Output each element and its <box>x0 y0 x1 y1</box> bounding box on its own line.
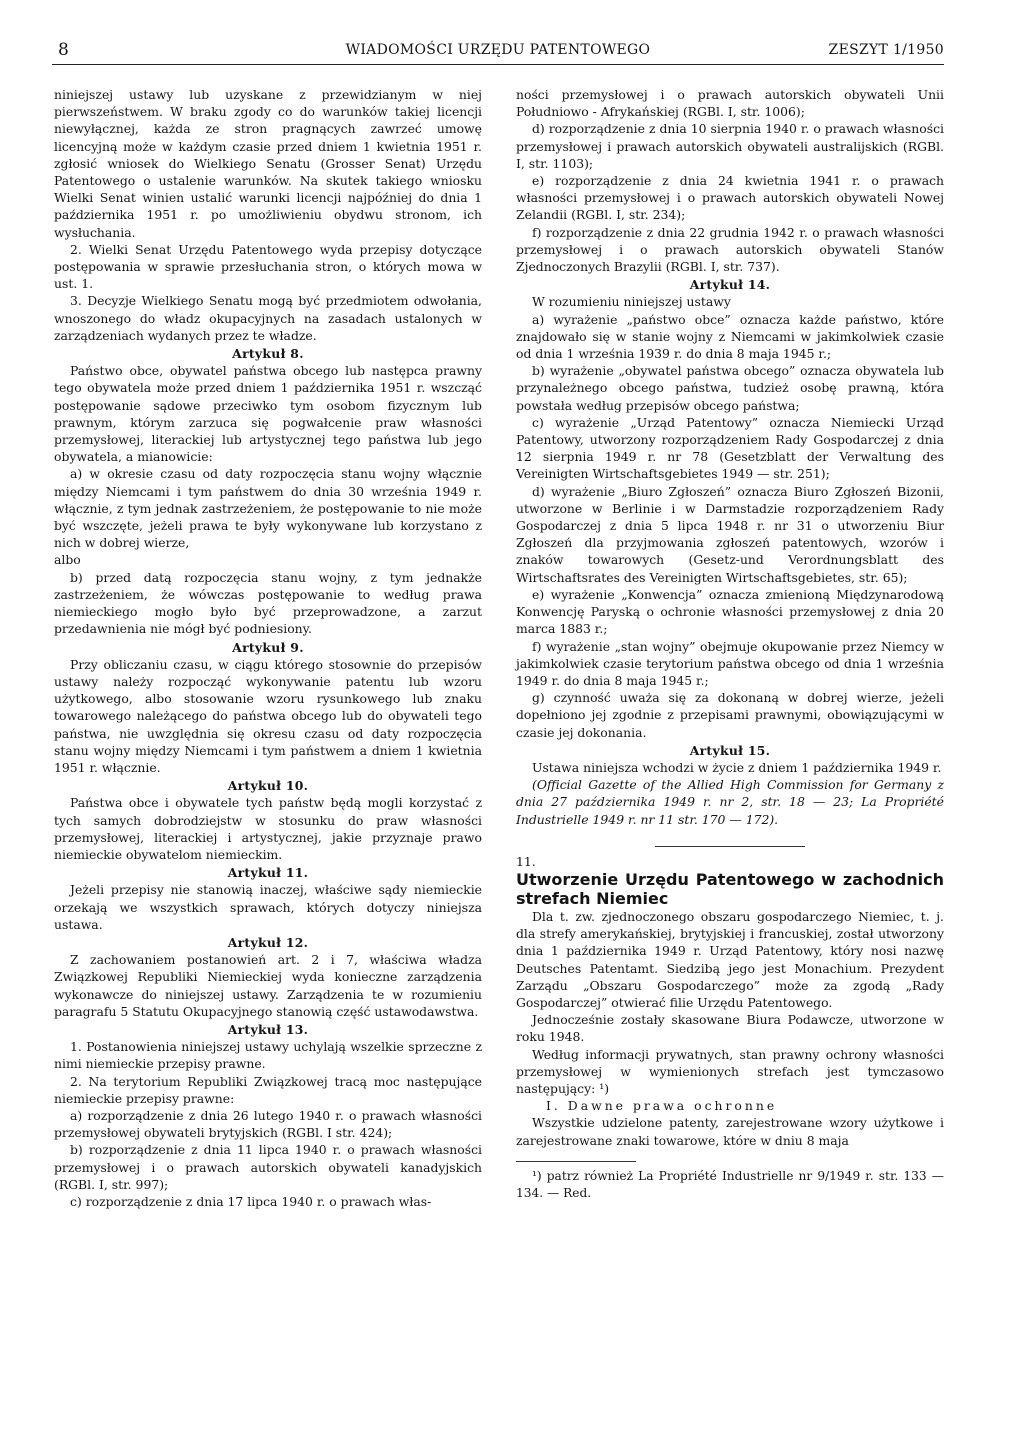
running-header <box>52 38 944 65</box>
paragraph: Państwa obce i obywatele tych państw będą mogli korzystać z tych samych dobrodziejstw w stosunku do praw własności przemysłowej, literackiej i artystycznej, jakie przyznaje prawo niemieckie obywatelom niemieckim. <box>54 795 482 862</box>
paragraph: 1. Postanowienia niniejszej ustawy uchylają wszelkie sprzeczne z nimi niemieckie przepisy prawne. <box>54 1039 482 1072</box>
paragraph: Dla t. zw. zjednoczonego obszaru gospodarczego Niemiec, t. j. dla strefy amerykańskiej, brytyjskiej i francuskiej, został utworzony dnia 1 października 1949 r. Urząd Patentowy, który nosi nazwę Deutsches Patentamt. Siedzibą jego jest Monachium. Prezydent Zarządu „Obszaru Gospodarczego” może za zgodą „Rady Gospodarczej” otwierać filie Urzędu Patentowego. <box>516 908 944 1010</box>
section-divider <box>655 846 805 847</box>
paragraph: e) rozporządzenie z dnia 24 kwietnia 1941 r. o prawach własności przemysłowej i o prawach autorskich obywateli Nowej Zelandii (RGBl. I, str. 234); <box>516 173 944 223</box>
paragraph: Państwo obce, obywatel państwa obcego lub następca prawny tego obywatela może przed dniem 1 października 1951 r. wszcząć postępowanie sądowe przeciwko tym osobom fizycznym lub prawnym, którym zarzuca się pogwałcenie praw własności przemysłowej, literackiej lub artystycznej tego państwa lub jego obywatela, a mianowicie: <box>54 363 482 465</box>
footnote: ¹) patrz również La Propriété Industrielle nr 9/1949 r. str. 133 — 134. — Red. <box>516 1168 944 1200</box>
page-number: 8 <box>58 40 69 60</box>
paragraph: a) rozporządzenie z dnia 26 lutego 1940 r. o prawach własności przemysłowej obywateli brytyjskich (RGBl. I str. 424); <box>54 1107 482 1141</box>
article-heading: Artykuł 12. <box>227 934 309 950</box>
document-page <box>52 38 944 1418</box>
paragraph: 2. Na terytorium Republiki Związkowej tracą moc następujące niemieckie przepisy prawne: <box>54 1073 482 1106</box>
paragraph: (Official Gazette of the Allied High Commission for Germany z dnia 27 października 1949 r. nr 2, str. 18 — 23; La Propriété Industrielle 1949 r. nr 11 str. 170 — 172). <box>516 777 944 827</box>
article-heading: Artykuł 8. <box>232 346 304 362</box>
paragraph: Z zachowaniem postanowień art. 2 i 7, właściwa władza Związkowej Republiki Niemieckiej wyda konieczne zarządzenia wykonawcze do niniejszej ustawy. Zarządzenia te w rozumieniu paragrafu 5 Statutu Okupacyjnego stanowią część ustawodawstwa. <box>54 952 482 1019</box>
paragraph: f) wyrażenie „stan wojny” obejmuje okupowanie przez Niemcy w jakimkolwiek czasie terytorium państwa obcego od dnia 1 września 1949 r. do dnia 8 maja 1945 r.; <box>516 638 944 688</box>
paragraph: b) rozporządzenie z dnia 11 lipca 1940 r. o prawach własności przemysłowej i o prawach autorskich obywateli kanadyjskich (RGBl. I, str. 997); <box>54 1142 482 1192</box>
paragraph: Jednocześnie zostały skasowane Biura Podawcze, utworzone w roku 1948. <box>516 1012 944 1045</box>
paragraph: 3. Decyzje Wielkiego Senatu mogą być przedmiotem odwołania, wnoszonego do władz okupacyjnych na zasadach ustalonych w zarządzeniach wydanych przez te władze. <box>54 293 482 343</box>
paragraph: g) czynność uważa się za dokonaną w dobrej wierze, jeżeli dopełniono jej zgodnie z przepisami prawnymi, obowiązującymi w czasie jej dokonania. <box>516 690 944 740</box>
paragraph: d) rozporządzenie z dnia 10 sierpnia 1940 r. o prawach własności przemysłowej i prawach autorskich obywateli australijskich (RGBl. I, str. 1103); <box>516 121 944 171</box>
article-heading: Artykuł 9. <box>232 639 304 655</box>
section-title: Utworzenie Urzędu Patentowego w zachodnich strefach Niemiec <box>516 869 944 908</box>
right-column <box>516 86 944 1202</box>
paragraph: e) wyrażenie „Konwencja” oznacza zmienioną Międzynarodową Konwencję Paryską o ochronie własności przemysłowej z dnia 20 marca 1883 r.; <box>516 586 944 637</box>
paragraph: f) rozporządzenie z dnia 22 grudnia 1942 r. o prawach własności przemysłowej i o prawach autorskich obywateli Stanów Zjednoczonych Brazylii (RGBl. I, str. 737). <box>516 224 944 275</box>
journal-title: WIADOMOŚCI URZĘDU PATENTOWEGO <box>345 42 651 58</box>
footnote-rule <box>516 1161 636 1162</box>
paragraph: c) rozporządzenie z dnia 17 lipca 1940 r. o prawach włas- <box>70 1194 432 1209</box>
paragraph: d) wyrażenie „Biuro Zgłoszeń” oznacza Biuro Zgłoszeń Bizonii, utworzone w Berlinie i w Darmstadzie rozporządzeniem Rady Gospodarczej z dnia 5 lipca 1948 r. nr 31 o utworzeniu Biur Zgłoszeń dla przyjmowania zgłoszeń patentowych, wzorów i znaków towarowych (Gesetz-und Verordnungsblatt des Wirtschaftsrates des Vereinigten Wirtschaftsgebietes, str. 65); <box>516 483 944 585</box>
left-column <box>54 86 482 1210</box>
paragraph: Ustawa niniejsza wchodzi w życie z dniem 1 października 1949 r. <box>532 759 942 775</box>
paragraph: Przy obliczaniu czasu, w ciągu którego stosownie do przepisów ustawy należy rozpocząć wykonywanie patentu lub wzoru użytkowego, albo stosowanie wzoru rysunkowego lub znaku towarowego należącego do państwa obcego lub do obywateli tego państwa, nie uwzględnia się okresu czasu od daty rozpoczęcia stanu wojny między Niemcami i tym państwem a dniem 1 kwietnia 1951 r. włącznie. <box>54 656 482 775</box>
paragraph: b) wyrażenie „obywatel państwa obcego” oznacza obywatela lub przynależnego obcego państwa, tudzież osobę prawną, która powstała według przepisów obcego państwa; <box>516 363 944 413</box>
paragraph: Jeżeli przepisy nie stanowią inaczej, właściwe sądy niemieckie orzekają we wszystkich sprawach, których dotyczy niniejsza ustawa. <box>54 882 482 932</box>
paragraph: Według informacji prywatnych, stan prawny ochrony własności przemysłowej w wymienionych strefach jest tymczasowo następujący: ¹) <box>516 1046 944 1096</box>
paragraph: a) wyrażenie „państwo obce” oznacza każde państwo, które znajdowało się w stanie wojny z Niemcami w jakimkolwiek czasie od dnia 1 września 1939 r. do dnia 8 maja 1945 r.; <box>516 311 944 362</box>
paragraph: 2. Wielki Senat Urzędu Patentowego wyda przepisy dotyczące postępowania w sprawie przesłuchania stron, o których mowa w ust. 1. <box>54 241 482 292</box>
paragraph: niniejszej ustawy lub uzyskane z przewidzianym w niej pierwszeństwem. W braku zgody co do warunków takiej licencji niewyłącznej, każda ze stron pragnących zawrzeć umowę licencyjną może w każdym czasie przed dniem 1 kwietnia 1951 r. zgłosić wniosek do Wielkiego Senatu (Grosser Senat) Urzędu Patentowego o ustalenie warunków. Na skutek takiego wniosku Wielki Senat winien ustalić warunki licencji najpóźniej do dnia 1 października 1951 r. po umożliwieniu obydwu stronom, ich wysłuchania. <box>54 87 482 240</box>
paragraph: b) przed datą rozpoczęcia stanu wojny, z tym jednakże zastrzeżeniem, że wówczas postępowanie to według prawa niemieckiego mogło było być przeprowadzone, a zarzut przedawnienia nie mógł być podniesiony. <box>54 569 482 637</box>
article-heading: Artykuł 10. <box>227 778 309 794</box>
paragraph: albo <box>54 552 81 568</box>
paragraph: Wszystkie udzielone patenty, zarejestrowane wzory użytkowe i zarejestrowane znaki towarowe, które w dniu 8 maja <box>516 1115 944 1148</box>
paragraph: a) w okresie czasu od daty rozpoczęcia stanu wojny włącznie między Niemcami i tym państwem do dnia 30 września 1949 r. włącznie, z tym jednak zastrzeżeniem, że postępowanie to nie może być wszczęte, jeżeli prawa te były wykonywane lub korzystano z nich w dobrej wierze, <box>54 466 482 551</box>
section-number: 11. <box>516 853 536 869</box>
article-heading: Artykuł 11. <box>227 865 309 881</box>
paragraph: ności przemysłowej i o prawach autorskich obywateli Unii Południowo - Afrykańskiej (RGBl. I, str. 1006); <box>516 87 944 120</box>
article-heading: Artykuł 14. <box>689 277 771 293</box>
article-heading: Artykuł 13. <box>227 1021 309 1037</box>
article-heading: Artykuł 15. <box>689 742 771 758</box>
paragraph: I. Dawne prawa ochronne <box>546 1098 778 1114</box>
paragraph: c) wyrażenie „Urząd Patentowy” oznacza Niemiecki Urząd Patentowy, utworzony rozporządzeniem Rady Gospodarczej z dnia 12 sierpnia 1949 r. nr 78 (Gesetzblatt der Verwaltung des Vereinigten Wirtschaftsgebietes 1949 — str. 251); <box>516 414 944 482</box>
paragraph: W rozumieniu niniejszej ustawy <box>532 294 731 310</box>
issue-label: ZESZYT 1/1950 <box>828 42 944 58</box>
